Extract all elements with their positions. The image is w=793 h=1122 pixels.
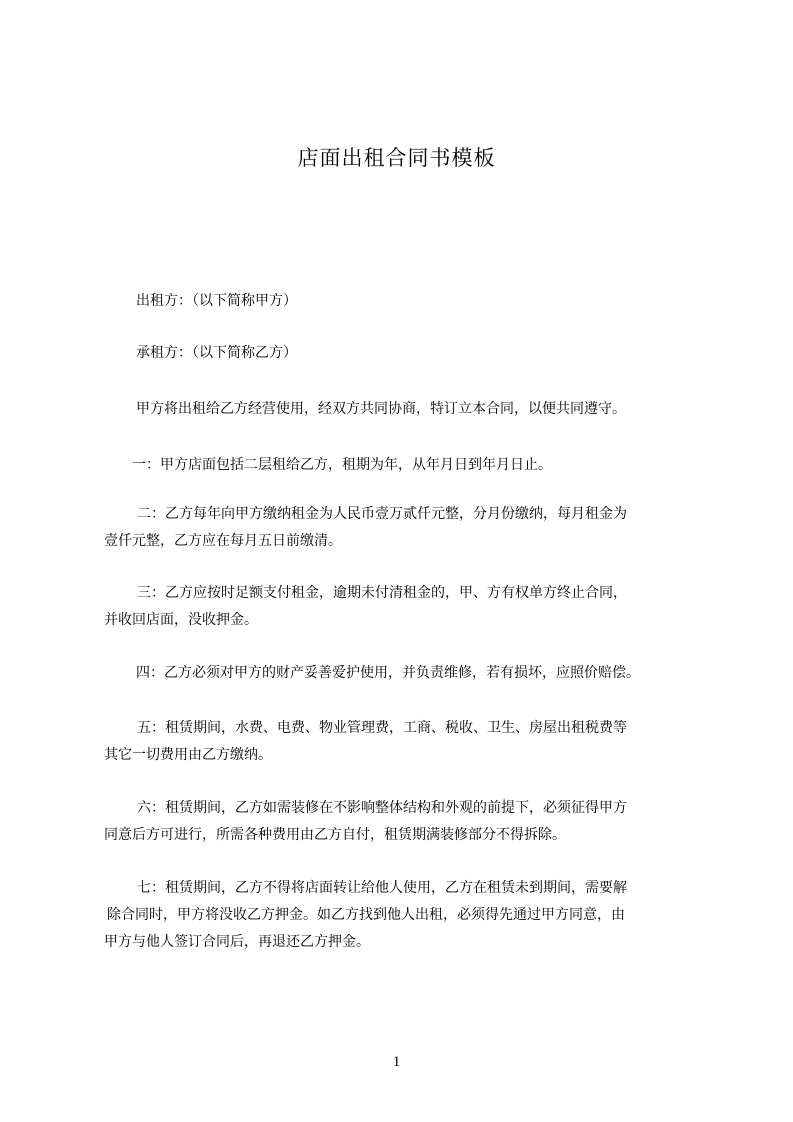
lessee-text: 承租方：（以下简称乙方） [136,345,297,361]
lessor-text: 出租方：（以下简称甲方） [136,293,297,309]
clause-7 [104,875,704,956]
clause-line: 二：乙方每年向甲方缴纳租金为人民币壹万贰仟元整，分月份缴纳，每月租金为 [137,506,627,522]
clause-5 [104,715,704,769]
document-title: 店面出租合同书模板 [297,146,496,170]
clause-line: 五：租赁期间，水费、电费、物业管理费，工商、税收、卫生、房屋出租税费等 [137,720,627,736]
clause-line: 三：乙方应按时足额支付租金，逾期未付清租金的，甲、方有权单方终止合同， [137,585,627,601]
clause-line: 一：甲方店面包括二层租给乙方，租期为年，从年月日到年月日止。 [132,457,552,473]
clause-6 [104,795,704,849]
clause-line: 四：乙方必须对甲方的财产妥善爱护使用，并负责维修，若有损坏，应照价赔偿。 [136,665,640,681]
clause-line: 除合同时，甲方将没收乙方押金。如乙方找到他人出租，必须得先通过甲方同意，由 [107,907,625,923]
clause-line: 六：租赁期间，乙方如需装修在不影响整体结构和外观的前提下，必须征得甲方 [137,800,627,816]
lessor-line [104,288,704,315]
clause-line: 甲方与他人签订合同后，再退还乙方押金。 [104,934,370,950]
preamble [104,396,704,423]
page-number: 1 [392,1054,401,1070]
clause-line: 七：租赁期间，乙方不得将店面转让给他人使用，乙方在租赁未到期间，需要解 [137,880,627,896]
clause-line: 其它一切费用由乙方缴纳。 [104,747,272,763]
preamble-text: 甲方将出租给乙方经营使用，经双方共同协商，特订立本合同，以便共同遵守。 [136,401,626,417]
clause-line: 壹仟元整，乙方应在每月五日前缴清。 [104,533,342,549]
clause-line: 并收回店面，没收押金。 [104,612,258,628]
clause-4 [104,660,704,687]
clause-line: 同意后方可进行，所需各种费用由乙方自付，租赁期满装修部分不得拆除。 [104,827,566,843]
clause-1 [104,452,704,479]
lessee-line [104,340,704,367]
clause-3 [104,580,704,634]
clause-2 [104,501,704,555]
